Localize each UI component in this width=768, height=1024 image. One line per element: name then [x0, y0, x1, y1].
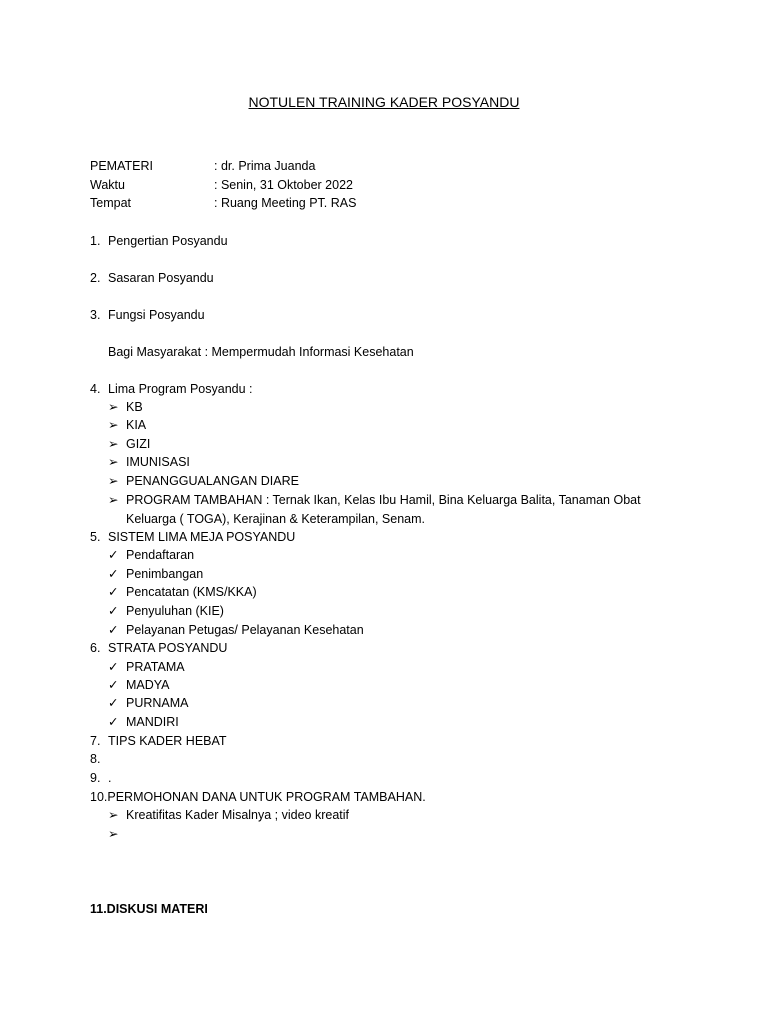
- check-icon: ✓: [108, 567, 119, 581]
- list-item: Penimbangan: [126, 567, 204, 581]
- check-icon: ✓: [108, 678, 119, 692]
- list-item: PROGRAM TAMBAHAN : Ternak Ikan, Kelas Ibu Hamil, Bina Keluarga Balita, Tanaman Obat: [126, 493, 641, 507]
- item-heading-10: 10.PERMOHONAN DANA UNTUK PROGRAM TAMBAHAN.: [90, 790, 426, 804]
- item-heading-11: 11.DISKUSI MATERI: [90, 902, 208, 916]
- arrow-bullet-icon: ➢: [108, 474, 119, 488]
- arrow-bullet-icon: ➢: [108, 827, 119, 841]
- item-number-9: 9.: [90, 771, 101, 785]
- arrow-bullet-icon: ➢: [108, 455, 119, 469]
- item-number-5: 5.: [90, 530, 101, 544]
- arrow-bullet-icon: ➢: [108, 437, 119, 451]
- check-icon: ✓: [108, 623, 119, 637]
- check-icon: ✓: [108, 660, 119, 674]
- presenter-value: : dr. Prima Juanda: [214, 159, 316, 173]
- item-number-8: 8.: [90, 752, 101, 766]
- list-item: KB: [126, 400, 143, 414]
- time-label: Waktu: [90, 178, 125, 192]
- list-item-continuation: Keluarga ( TOGA), Kerajinan & Keterampilan, Senam.: [126, 512, 425, 526]
- list-item: PENANGGUALANGAN DIARE: [126, 474, 299, 488]
- item-text-1: Pengertian Posyandu: [108, 234, 228, 248]
- item-text-2: Sasaran Posyandu: [108, 271, 214, 285]
- list-item: MADYA: [126, 678, 170, 692]
- item-number-6: 6.: [90, 641, 101, 655]
- item-text-9: .: [108, 771, 112, 785]
- time-value: : Senin, 31 Oktober 2022: [214, 178, 353, 192]
- place-value: : Ruang Meeting PT. RAS: [214, 196, 357, 210]
- list-item: KIA: [126, 418, 147, 432]
- item-number-7: 7.: [90, 734, 101, 748]
- item-number-3: 3.: [90, 308, 101, 322]
- item-number-4: 4.: [90, 382, 101, 396]
- arrow-bullet-icon: ➢: [108, 418, 119, 432]
- list-item: Penyuluhan (KIE): [126, 604, 224, 618]
- page-title: NOTULEN TRAINING KADER POSYANDU: [248, 94, 520, 110]
- presenter-label: PEMATERI: [90, 159, 153, 173]
- item-text-7: TIPS KADER HEBAT: [108, 734, 227, 748]
- list-item: GIZI: [126, 437, 151, 451]
- item-number-1: 1.: [90, 234, 101, 248]
- item-text-6: STRATA POSYANDU: [108, 641, 228, 655]
- list-item: IMUNISASI: [126, 455, 190, 469]
- place-label: Tempat: [90, 196, 131, 210]
- check-icon: ✓: [108, 585, 119, 599]
- arrow-bullet-icon: ➢: [108, 808, 119, 822]
- list-item: MANDIRI: [126, 715, 179, 729]
- check-icon: ✓: [108, 715, 119, 729]
- list-item: Pencatatan (KMS/KKA): [126, 585, 257, 599]
- list-item: Pendaftaran: [126, 548, 195, 562]
- list-item: PURNAMA: [126, 696, 189, 710]
- item-text-3: Fungsi Posyandu: [108, 308, 205, 322]
- check-icon: ✓: [108, 548, 119, 562]
- item-text-5: SISTEM LIMA MEJA POSYANDU: [108, 530, 296, 544]
- arrow-bullet-icon: ➢: [108, 400, 119, 414]
- check-icon: ✓: [108, 604, 119, 618]
- list-item: Pelayanan Petugas/ Pelayanan Kesehatan: [126, 623, 364, 637]
- item-text-4: Lima Program Posyandu :: [108, 382, 253, 396]
- list-item: PRATAMA: [126, 660, 185, 674]
- item-number-2: 2.: [90, 271, 101, 285]
- check-icon: ✓: [108, 696, 119, 710]
- item-paragraph-3: Bagi Masyarakat : Mempermudah Informasi Kesehatan: [108, 345, 414, 359]
- arrow-bullet-icon: ➢: [108, 493, 119, 507]
- list-item: Kreatifitas Kader Misalnya ; video kreatif: [126, 808, 350, 822]
